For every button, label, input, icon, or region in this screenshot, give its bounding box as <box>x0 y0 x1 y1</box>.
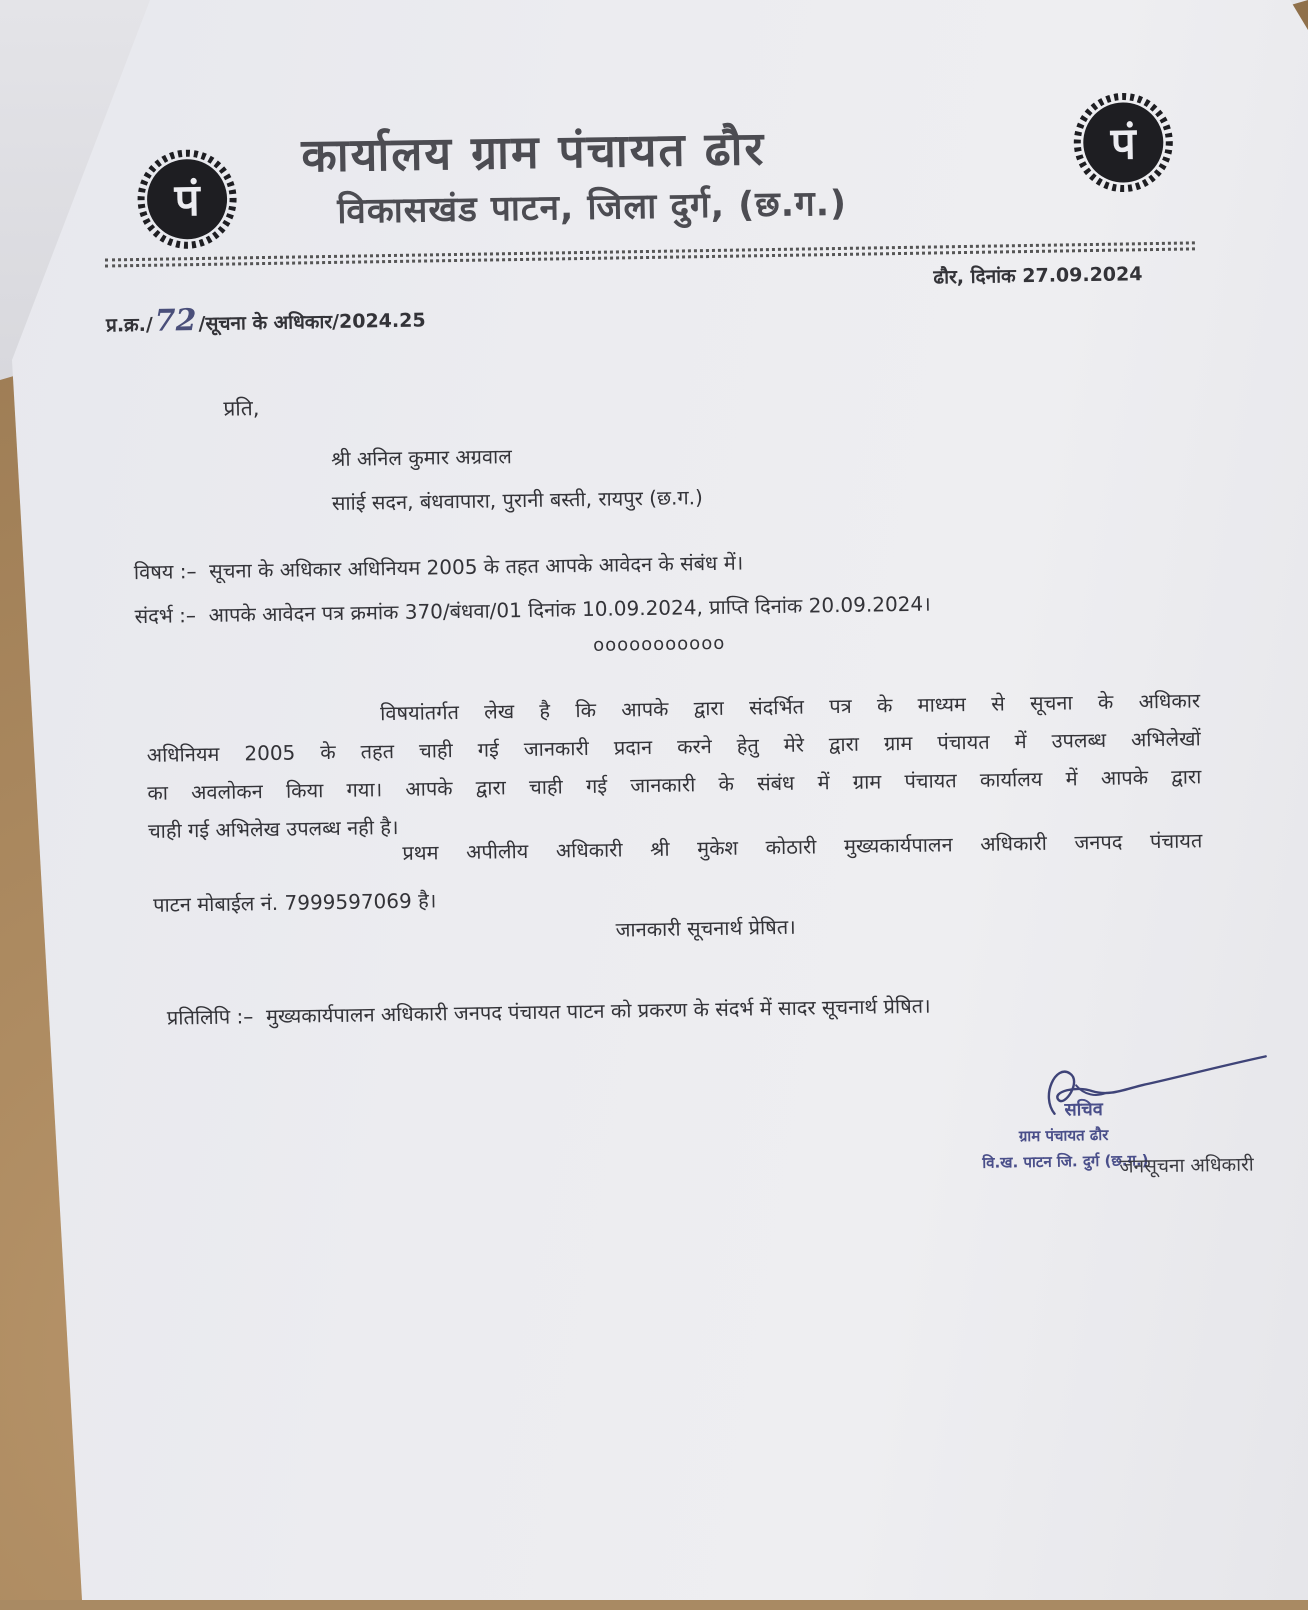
stamp-panchayat: ग्राम पंचायत ढौर <box>1018 1125 1109 1146</box>
logo-glyph: पं <box>1110 118 1137 170</box>
place-date: ढौर, दिनांक 27.09.2024 <box>933 263 1143 289</box>
ref-handwritten-number: 72 <box>154 303 197 339</box>
reference-text: आपके आवेदन पत्र क्रमांक 370/बंधवा/01 दिनांक 10.09.2024, प्राप्ति दिनांक 20.09.2024। <box>208 591 931 627</box>
body-p1-line4: चाही गई अभिलेख उपलब्ध नही है। <box>147 814 399 843</box>
recipient-address: साांई सदन, बंधवापारा, पुरानी बस्ती, रायपुर (छ.ग.) <box>331 485 703 515</box>
copy-to-line <box>167 992 931 1031</box>
stamp-block-district: वि.ख. पाटन जि. दुर्ग (छ.ग.) <box>982 1151 1149 1172</box>
copy-to-text: मुख्यकार्यपालन अधिकारी जनपद पंचायत पाटन को प्रकरण के संदर्भ में सादर सूचनार्थ प्रेषित। <box>265 993 931 1029</box>
ref-prefix: प्र.क्र./ <box>105 313 153 337</box>
gear-emblem-icon <box>136 148 238 250</box>
body-p1-line3: का अवलोकन किया गया। आपके द्वारा चाही गई जानकारी के संबंध में ग्राम पंचायत कार्यालय में आपके द्वारा <box>147 764 1202 805</box>
office-title: कार्यालय ग्राम पंचायत ढौर <box>300 121 766 183</box>
gear-emblem-icon <box>1073 92 1175 194</box>
body-p1-line1: विषयांतर्गत लेख है कि आपके द्वारा संदर्भित पत्र के माध्यम से सूचना के अधिकार <box>379 688 1201 726</box>
subject-line <box>134 549 744 586</box>
copy-to-label: प्रतिलिपि :– <box>166 1004 254 1030</box>
officer-designation: जनसूचना अधिकारी <box>1119 1153 1254 1178</box>
reference-number <box>106 299 426 339</box>
salutation: प्रति, <box>223 396 260 421</box>
body-p2-line1: प्रथम अपीलीय अधिकारी श्री मुकेश कोठारी मुख्यकार्यपालन अधिकारी जनपद पंचायत <box>402 828 1203 865</box>
ref-suffix: /सूचना के अधिकार/2024.25 <box>198 309 426 336</box>
separator: ooooooooooo <box>592 632 726 656</box>
subject-label: विषय :– <box>133 559 197 585</box>
body-p1-line2: अधिनियम 2005 के तहत चाही गई जानकारी प्रदान करने हेतु मेरे द्वारा ग्राम पंचायत में उपलब्ध अभिलेखों <box>146 726 1201 767</box>
reference-label: संदर्भ :– <box>134 603 197 629</box>
reference-line <box>134 590 931 630</box>
recipient-name: श्री अनिल कुमार अग्रवाल <box>330 444 512 471</box>
stamp-designation: सचिव <box>1064 1098 1103 1121</box>
office-subtitle: विकासखंड पाटन, जिला दुर्ग, (छ.ग.) <box>336 183 848 232</box>
handwritten-signature <box>1036 1052 1277 1136</box>
closing-line: जानकारी सूचनार्थ प्रेषित। <box>615 914 796 942</box>
subject-text: सूचना के अधिकार अधिनियम 2005 के तहत आपके आवेदन के संबंध में। <box>209 550 744 583</box>
logo-glyph: पं <box>174 175 200 227</box>
body-p2-line2: पाटन मोबाईल नं. 7999597069 है। <box>152 888 437 917</box>
